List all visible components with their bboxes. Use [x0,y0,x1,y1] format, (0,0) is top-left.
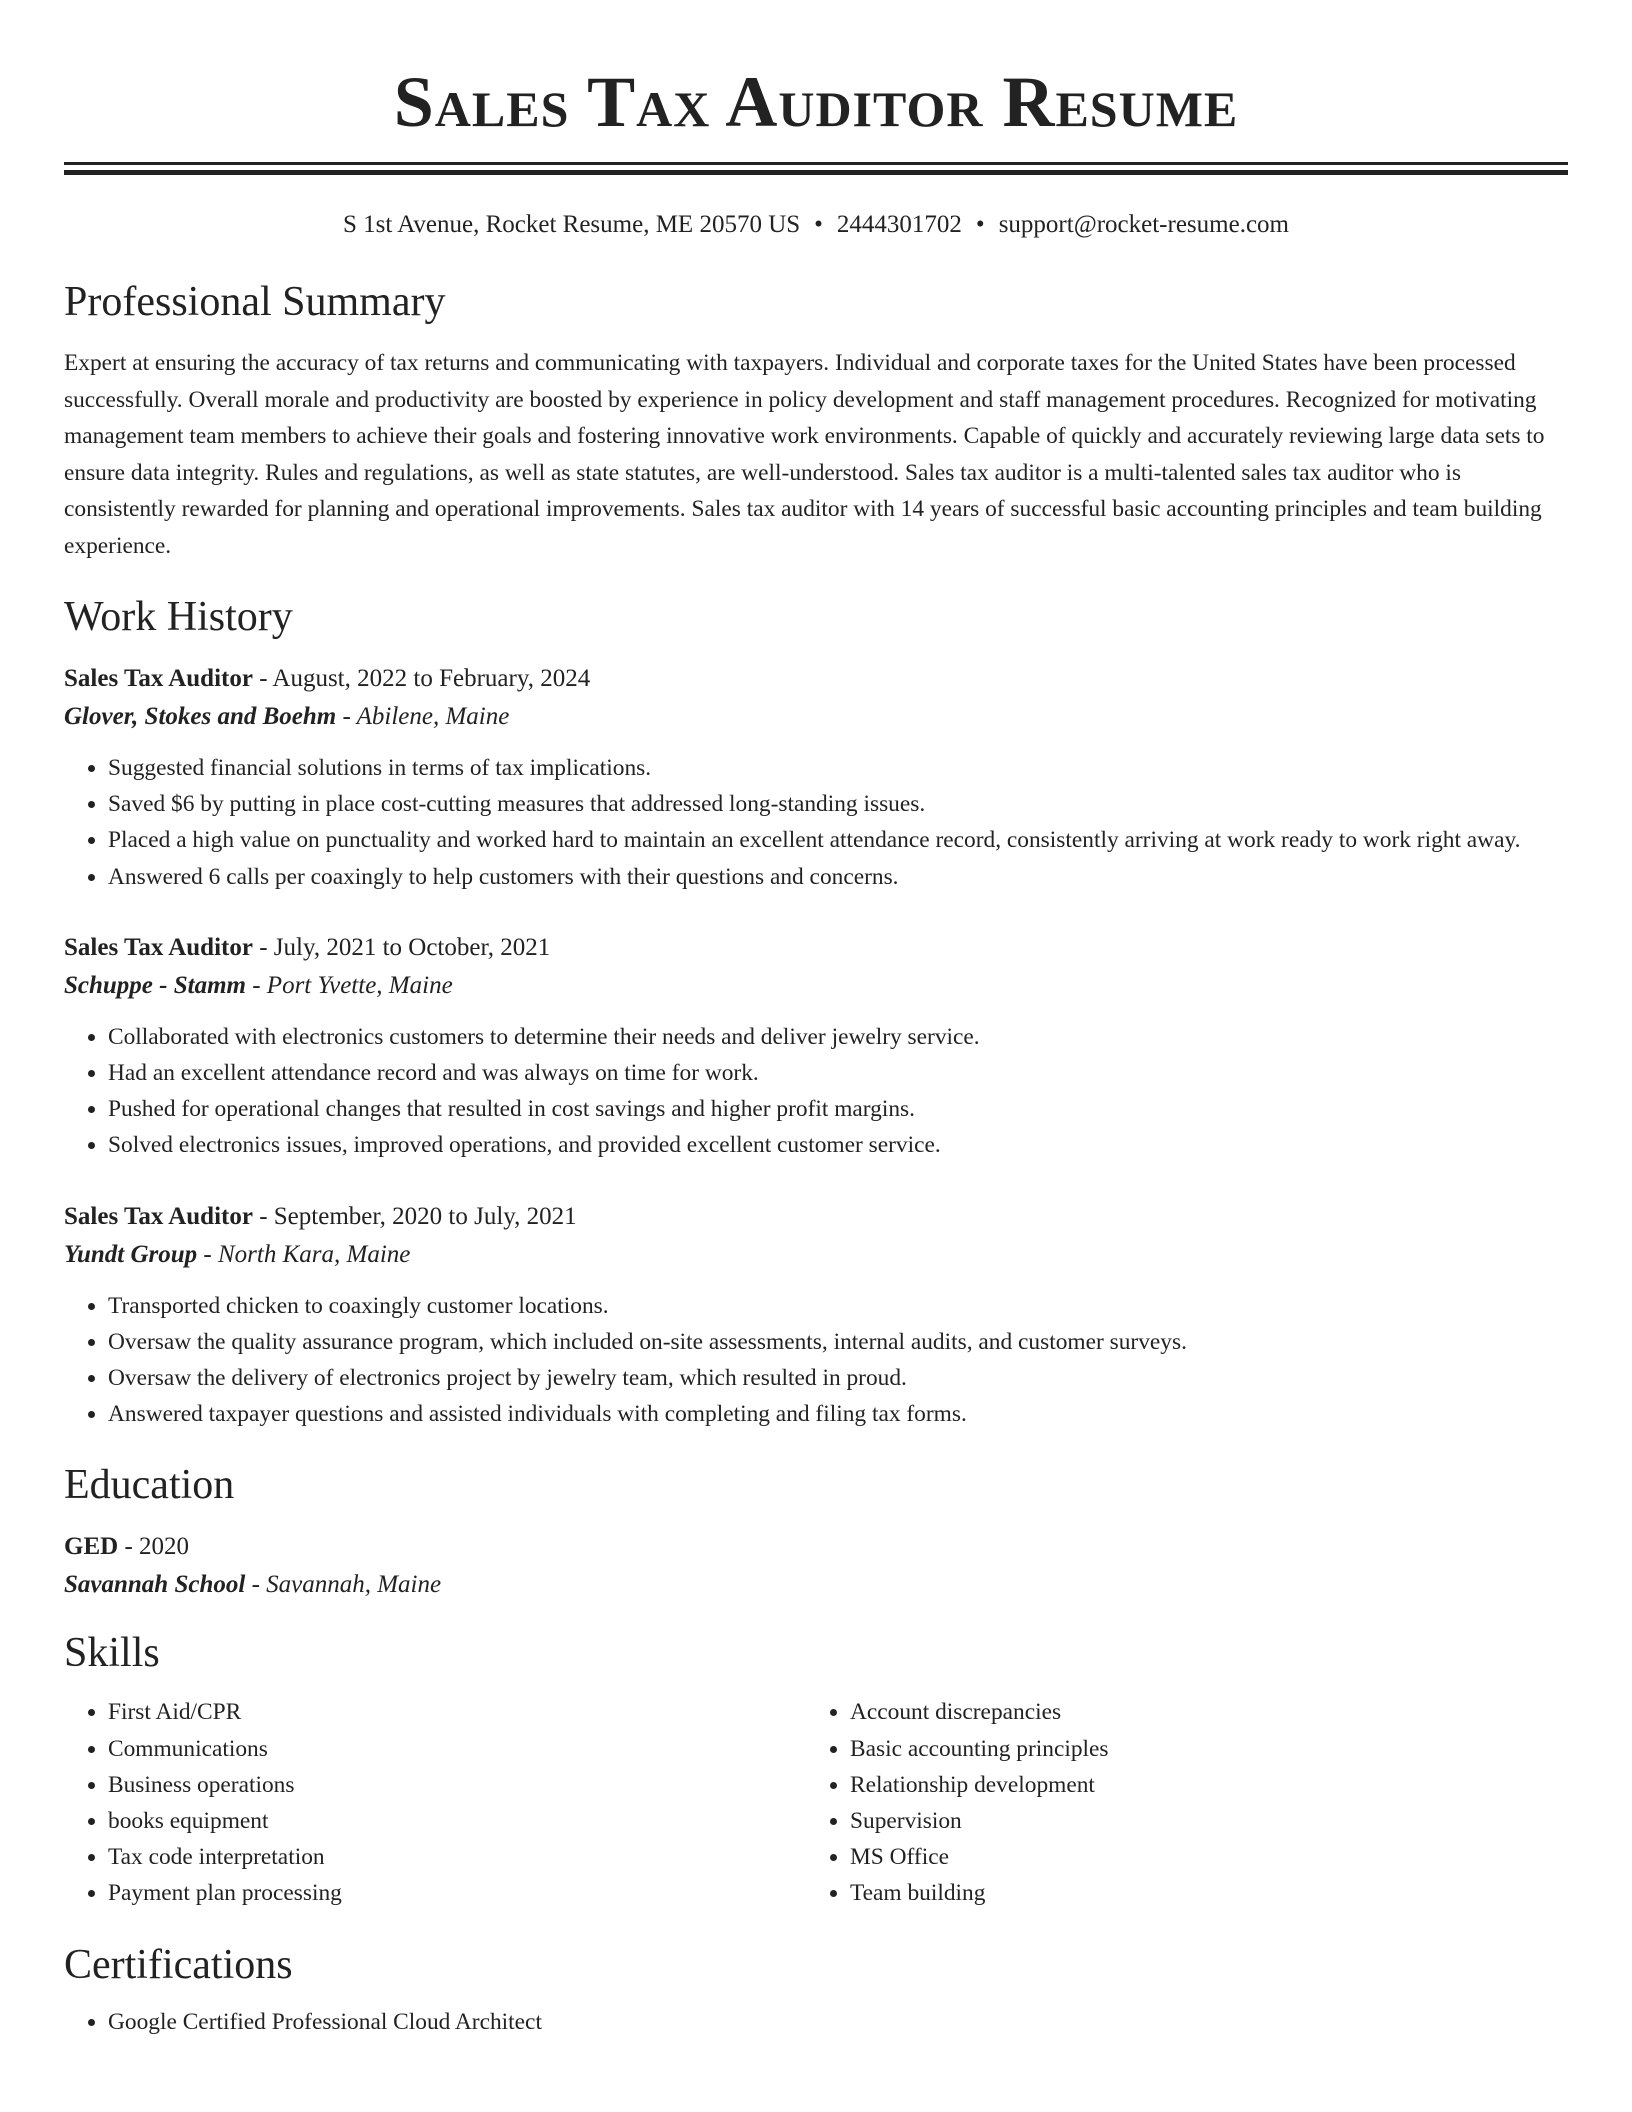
education-heading: Education [64,1462,235,1509]
job-bullet: • Suggested financial solutions in terms of tax implications. [108,750,1568,786]
certification-item: • Google Certified Professional Cloud Architect [108,2004,1568,2040]
certifications-heading: Certifications [64,1941,293,1988]
education-school: Savannah School [64,1571,246,1599]
summary-text: Expert at ensuring the accuracy of tax returns and communicating with taxpayers. Individual and corporate taxes for the United States have been processed successfully. Overall morale and productivity are boosted by experience in policy development and staff management procedures. Recognized for motivating management team members to achieve their goals and fostering innovative work environments. Capable of quickly and accurately reviewing large data sets to ensure data integrity. Rules and regulations, as well as state statutes, are well-understood. Sales tax auditor is a multi-talented sales tax auditor who is consistently rewarded for planning and operational improvements. Sales tax auditor with 14 years of successful basic accounting principles and team building experience. [64,350,1545,559]
work-history-heading: Work History [64,594,293,640]
skill-item: • Team building [850,1875,1548,1911]
job-entry [64,929,1568,1164]
skills-column-right [806,1694,1548,1911]
job-company: Yundt Group [64,1240,198,1268]
job-bullet: • Answered taxpayer questions and assisted individuals with completing and filing tax forms. [108,1396,1568,1432]
job-dates: - September, 2020 to July, 2021 [252,1202,577,1230]
contact-separator: • [975,211,985,238]
certifications-list [64,2004,1568,2040]
job-bullet: • Solved electronics issues, improved operations, and provided excellent customer service. [108,1127,1568,1163]
job-dates: - August, 2022 to February, 2024 [252,665,591,692]
job-role: Sales Tax Auditor [64,933,253,961]
skills-list [806,1694,1548,1911]
contact-email: support@rocket-resume.com [998,211,1289,238]
title-divider-thin [64,162,1568,165]
job-bullet: • Oversaw the quality assurance program, which included on-site assessments, internal audits, and customer surveys. [108,1324,1568,1360]
job-dates: - July, 2021 to October, 2021 [252,933,551,961]
education-entry [64,1528,1568,1604]
skill-item: • Supervision [850,1803,1548,1839]
job-entry [64,1198,1568,1433]
job-company: Schuppe - Stamm [64,971,246,999]
contact-address: S 1st Avenue, Rocket Resume, ME 20570 US [343,211,801,238]
job-title-line [64,929,1568,967]
job-company: Glover, Stokes and Boehm [64,703,337,730]
skill-item: • Payment plan processing [108,1875,806,1911]
skills-column-left [64,1694,806,1911]
job-location: - North Kara, Maine [197,1240,411,1268]
education-degree: GED [64,1533,119,1561]
education-location: - Savannah, Maine [245,1571,442,1599]
job-location: - Abilene, Maine [336,703,510,730]
job-bullet: • Oversaw the delivery of electronics project by jewelry team, which resulted in proud. [108,1360,1568,1396]
job-title-line [64,1198,1568,1236]
skill-item: • Business operations [108,1767,806,1803]
skill-item: • First Aid/CPR [108,1694,806,1730]
job-bullet: • Pushed for operational changes that resulted in cost savings and higher profit margins. [108,1091,1568,1127]
education-degree-line [64,1528,1568,1566]
job-company-line [64,698,1568,736]
job-company-line [64,1236,1568,1274]
job-bullets [64,750,1568,895]
job-bullet: • Saved $6 by putting in place cost-cutting measures that addressed long-standing issues. [108,786,1568,822]
job-title-line [64,660,1568,698]
job-entry [64,660,1568,895]
job-company-line [64,967,1568,1005]
skills-heading: Skills [64,1630,160,1677]
job-role: Sales Tax Auditor [64,665,253,692]
skill-item: • Communications [108,1731,806,1767]
job-bullet: • Placed a high value on punctuality and worked hard to maintain an excellent attendance record, consistently arriving at work ready to work right away. [108,822,1568,858]
skills-list [64,1694,806,1911]
contact-phone: 2444301702 [836,211,962,238]
contact-separator: • [814,211,823,238]
skill-item: • books equipment [108,1803,806,1839]
job-bullets [64,1019,1568,1164]
contact-line [64,209,1568,241]
summary-heading: Professional Summary [64,279,446,325]
skill-item: • Basic accounting principles [850,1731,1548,1767]
job-location: - Port Yvette, Maine [245,971,453,999]
job-bullet: • Transported chicken to coaxingly customer locations. [108,1288,1568,1324]
education-school-line [64,1566,1568,1604]
title-divider-thick [64,170,1568,175]
job-role: Sales Tax Auditor [64,1202,253,1230]
skills-grid [64,1694,1568,1911]
skill-item: • MS Office [850,1839,1548,1875]
resume-title: Sales Tax Auditor Resume [393,62,1239,142]
job-bullet: • Collaborated with electronics customers to determine their needs and deliver jewelry service. [108,1019,1568,1055]
skill-item: • Account discrepancies [850,1694,1548,1730]
education-year: - 2020 [118,1533,190,1561]
job-bullets [64,1288,1568,1433]
skill-item: • Tax code interpretation [108,1839,806,1875]
skill-item: • Relationship development [850,1767,1548,1803]
job-bullet: • Had an excellent attendance record and was always on time for work. [108,1055,1568,1091]
job-bullet: • Answered 6 calls per coaxingly to help customers with their questions and concerns. [108,859,1568,895]
